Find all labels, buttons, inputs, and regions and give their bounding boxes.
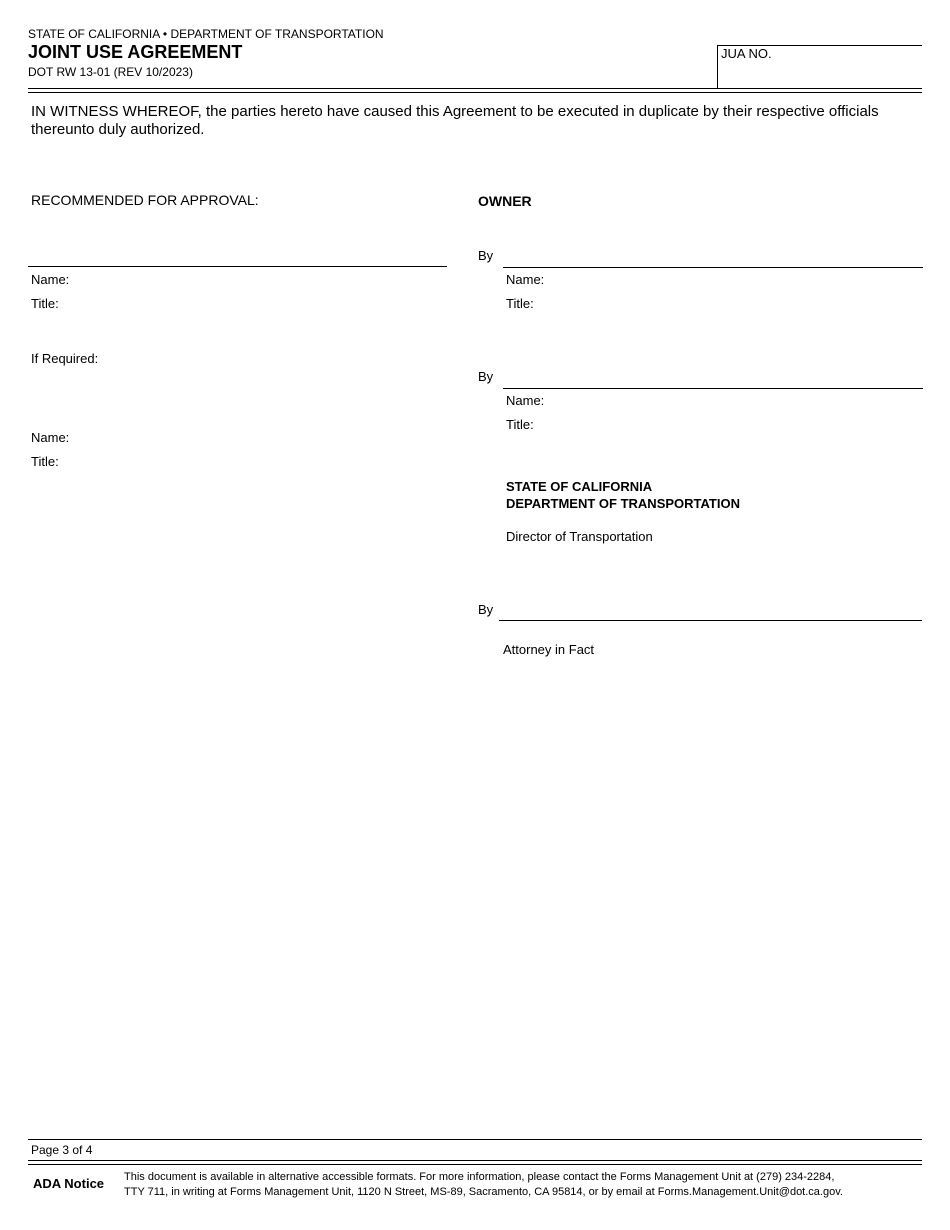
owner-name1-label: Name:	[506, 272, 545, 287]
footer-divider-mid2	[28, 1164, 922, 1165]
agency-line: STATE OF CALIFORNIA • DEPARTMENT OF TRANSPORTATION	[28, 27, 384, 41]
left-name-label: Name:	[31, 272, 70, 287]
header-divider-bottom	[28, 92, 922, 93]
recommended-for-approval-label: RECOMMENDED FOR APPROVAL:	[31, 192, 259, 208]
footer-divider-top	[28, 1139, 922, 1140]
ada-notice-label: ADA Notice	[33, 1176, 105, 1191]
left-name2-label: Name:	[31, 430, 70, 445]
ada-notice-line2: TTY 711, in writing at Forms Management Unit, 1120 N Street, MS-89, Sacramento, CA 95814, or by email at Forms.Management.Unit@dot.ca.gov.	[124, 1186, 843, 1198]
jua-box-left-border	[717, 45, 718, 89]
if-required-label: If Required:	[31, 351, 99, 366]
by2-label: By	[478, 369, 494, 384]
recommended-signature-line[interactable]	[28, 265, 447, 267]
owner-name2-label: Name:	[506, 393, 545, 408]
ada-notice-line1: This document is available in alternative accessible formats. For more information, please contact the Forms Management Unit at (279) 234-2284,	[124, 1171, 835, 1183]
witness-paragraph: IN WITNESS WHEREOF, the parties hereto have caused this Agreement to be executed in duplicate by their respective officials thereunto duly authorized.	[31, 103, 879, 138]
attorney-in-fact-label: Attorney in Fact	[503, 642, 595, 657]
owner-label: OWNER	[478, 193, 532, 209]
jua-number-label: JUA NO.	[721, 46, 772, 61]
owner-title1-label: Title:	[506, 296, 534, 311]
form-title: JOINT USE AGREEMENT	[28, 42, 243, 62]
department-heading: DEPARTMENT OF TRANSPORTATION	[506, 496, 740, 511]
director-label: Director of Transportation	[506, 529, 653, 544]
left-title-label: Title:	[31, 296, 59, 311]
form-number: DOT RW 13-01 (REV 10/2023)	[28, 65, 193, 79]
owner-signature-line-2[interactable]	[503, 387, 923, 389]
state-of-california-heading: STATE OF CALIFORNIA	[506, 479, 653, 494]
footer-divider-mid1	[28, 1160, 922, 1161]
director-signature-line[interactable]	[499, 619, 922, 621]
by3-label: By	[478, 602, 494, 617]
header-divider-top	[28, 88, 922, 89]
page-number: Page 3 of 4	[31, 1143, 93, 1157]
owner-title2-label: Title:	[506, 417, 534, 432]
owner-signature-line-1[interactable]	[503, 266, 923, 268]
by1-label: By	[478, 248, 494, 263]
jua-number-field[interactable]	[721, 64, 916, 84]
left-title2-label: Title:	[31, 454, 59, 469]
